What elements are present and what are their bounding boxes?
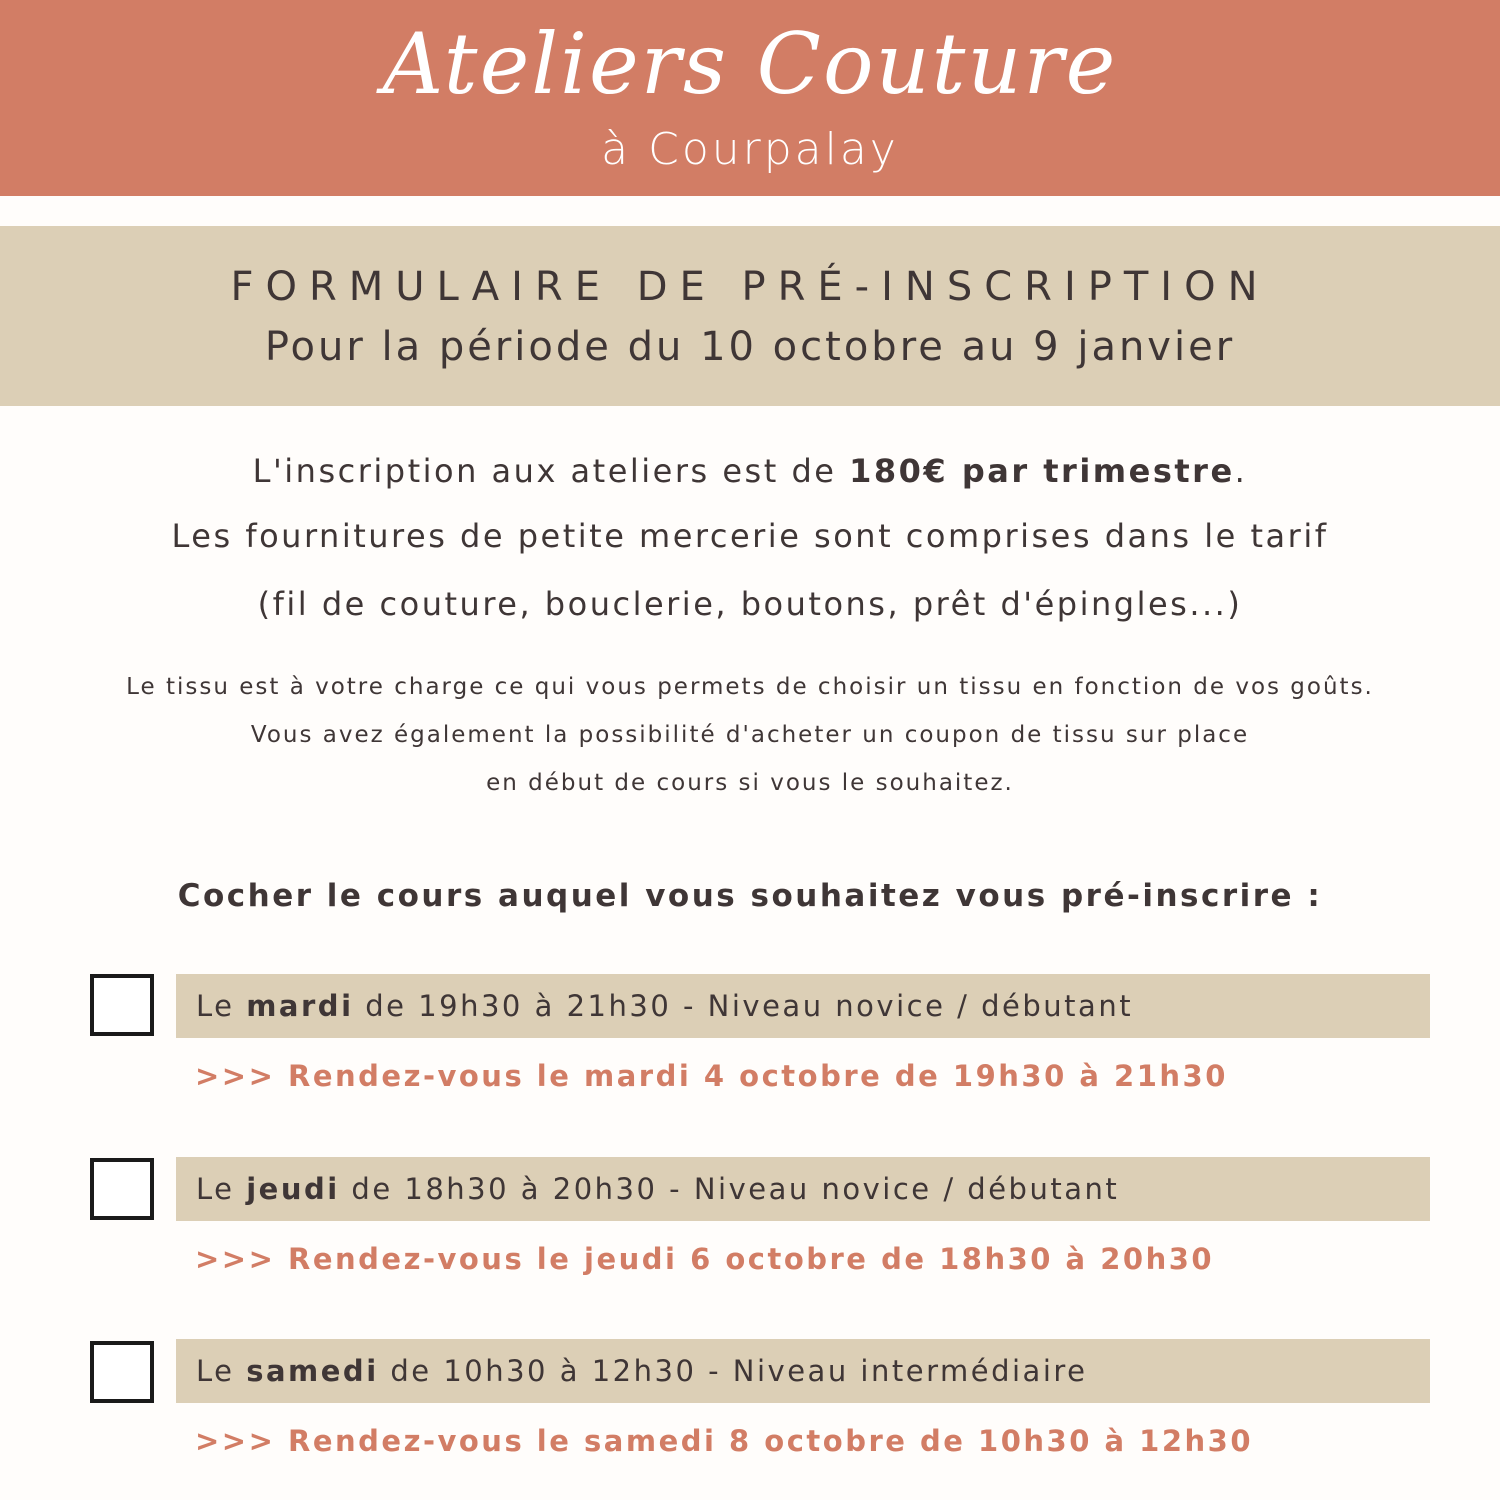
- page-subtitle: à Courpalay: [601, 124, 899, 175]
- course-prefix: Le: [196, 1172, 247, 1206]
- course-details: de 18h30 à 20h30 - Niveau novice / débutant: [339, 1172, 1120, 1206]
- course-mardi: [176, 974, 1430, 1038]
- price-suffix: .: [1234, 452, 1248, 490]
- fabric-line-1: Le tissu est à votre charge ce qui vous permets de choisir un tissu en fonction de vos goûts.: [126, 674, 1374, 700]
- header-banner: [0, 0, 1500, 196]
- checkbox-samedi[interactable]: [90, 1341, 154, 1403]
- form-title-band: [0, 226, 1500, 406]
- page-title: Ateliers Couture: [382, 15, 1118, 113]
- course-prefix: Le: [196, 1354, 247, 1388]
- price-prefix: L'inscription aux ateliers est de: [252, 452, 850, 490]
- course-details: de 19h30 à 21h30 - Niveau novice / débutant: [353, 989, 1134, 1023]
- rdv-samedi: >>> Rendez-vous le samedi 8 octobre de 10h30 à 12h30: [195, 1424, 1254, 1458]
- price-line: [0, 451, 1500, 491]
- fabric-line-3: en début de cours si vous le souhaitez.: [486, 770, 1014, 796]
- rdv-mardi: >>> Rendez-vous le mardi 4 octobre de 19h30 à 21h30: [195, 1059, 1228, 1093]
- course-details: de 10h30 à 12h30 - Niveau intermédiaire: [378, 1354, 1088, 1388]
- form-period: Pour la période du 10 octobre au 9 janvier: [264, 324, 1236, 370]
- course-day: jeudi: [246, 1172, 340, 1206]
- supplies-line: Les fournitures de petite mercerie sont comprises dans le tarif: [171, 517, 1329, 555]
- course-day: samedi: [246, 1354, 379, 1388]
- checkbox-mardi[interactable]: [90, 974, 154, 1036]
- course-prefix: Le: [196, 989, 247, 1023]
- course-samedi: [176, 1339, 1430, 1403]
- form-title: FORMULAIRE DE PRÉ-INSCRIPTION: [230, 264, 1270, 310]
- checkbox-jeudi[interactable]: [90, 1158, 154, 1220]
- instruction-text: Cocher le cours auquel vous souhaitez vous pré-inscrire :: [177, 878, 1323, 914]
- rdv-jeudi: >>> Rendez-vous le jeudi 6 octobre de 18h30 à 20h30: [195, 1242, 1215, 1276]
- supplies-details: (fil de couture, bouclerie, boutons, prêt d'épingles...): [257, 585, 1243, 623]
- fabric-line-2: Vous avez également la possibilité d'acheter un coupon de tissu sur place: [250, 722, 1250, 748]
- course-day: mardi: [246, 989, 354, 1023]
- price-amount: 180€ par trimestre: [849, 452, 1235, 490]
- course-jeudi: [176, 1157, 1430, 1221]
